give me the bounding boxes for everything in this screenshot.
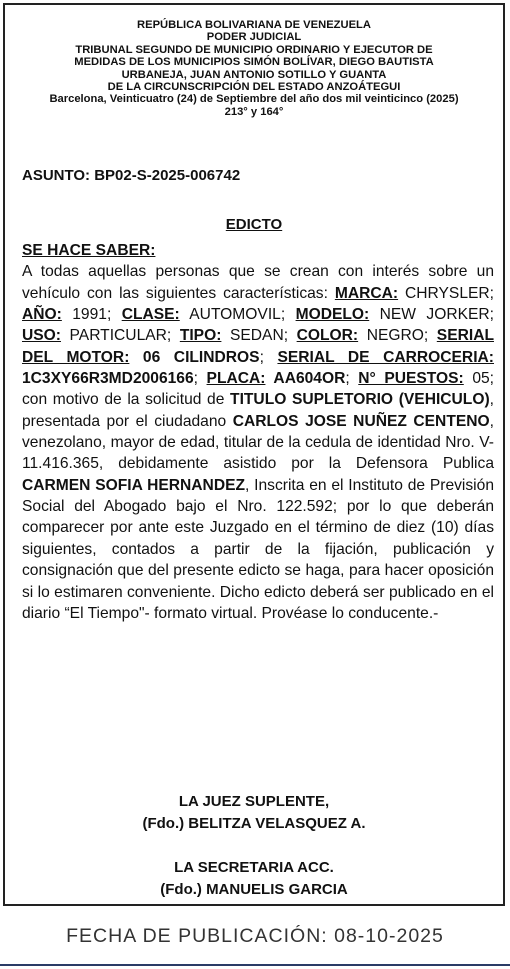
edict-paragraph (22, 261, 494, 624)
placa-value: AA604OR (265, 370, 346, 388)
separator: ; (259, 348, 278, 366)
secretary-signature (5, 857, 503, 901)
solicitud-type: TITULO SUPLETORIO (VEHICULO) (230, 391, 490, 409)
puestos-value: 05; con motivo de la solicitud de (22, 370, 495, 409)
footer-divider (0, 964, 510, 966)
serial-motor-label: SERIAL DEL MOTOR: (22, 327, 494, 366)
serial-motor-value: 06 CILINDROS (129, 348, 260, 366)
intro-text: A todas aquellas personas que se crean con interés sobre un vehículo con las siguientes características: (22, 263, 494, 302)
clase-label: CLASE: (121, 306, 180, 324)
case-subject: ASUNTO: BP02-S-2025-006742 (22, 167, 241, 184)
document-title: EDICTO (225, 216, 283, 233)
modelo-value: NEW JORKER; (369, 306, 494, 324)
secretary-title: LA SECRETARIA ACC. (174, 859, 334, 876)
separator: ; (193, 370, 207, 388)
judge-title: LA JUEZ SUPLENTE, (178, 793, 330, 810)
header-line: Barcelona, Veinticuatro (24) de Septiembre del año dos mil veinticinco (2025) (49, 93, 459, 106)
uso-label: USO: (22, 327, 61, 345)
color-value: NEGRO; (358, 327, 437, 345)
edict-frame (3, 3, 505, 906)
ano-value: 1991; (61, 306, 122, 324)
judge-signature (5, 791, 503, 835)
serial-carroceria-value: 1C3XY66R3MD2006166 (22, 370, 194, 388)
edict-body (22, 240, 494, 624)
court-header (5, 19, 503, 118)
placa-label: PLACA: (206, 370, 266, 388)
header-line: REPÚBLICA BOLIVARIANA DE VENEZUELA (137, 19, 371, 31)
header-line: PODER JUDICIAL (206, 31, 302, 44)
publication-date: FECHA DE PUBLICACIÓN: 08-10-2025 (66, 925, 444, 947)
tipo-value: SEDAN; (221, 327, 297, 345)
header-line: TRIBUNAL SEGUNDO DE MUNICIPIO ORDINARIO Y EJECUTOR DE (75, 43, 433, 56)
serial-carroceria-label: SERIAL DE CARROCERIA: (277, 348, 494, 366)
ano-label: AÑO: (22, 306, 62, 324)
marca-label: MARCA: (334, 284, 399, 302)
notice-lead: SE HACE SABER: (22, 242, 156, 259)
body-text: , venezolano, mayor de edad, titular de la cedula de identidad Nro. V-11.416.365, debidamente asistido por la Defensora Publica (22, 412, 494, 473)
puestos-label: N° PUESTOS: (358, 370, 464, 388)
secretary-name: (Fdo.) MANUELIS GARCIA (160, 881, 348, 898)
clase-value: AUTOMOVIL; (179, 306, 296, 324)
judge-name: (Fdo.) BELITZA VELASQUEZ A. (142, 815, 366, 832)
applicant-name: CARLOS JOSE NUÑEZ CENTENO (232, 412, 490, 430)
body-text: , presentada por el ciudadano (22, 391, 494, 430)
separator: ; (345, 370, 359, 388)
header-line: 213° y 164° (224, 105, 284, 118)
defender-name: CARMEN SOFIA HERNANDEZ (22, 476, 246, 494)
marca-value: CHRYSLER; (398, 284, 494, 302)
header-line: DE LA CIRCUNSCRIPCIÓN DEL ESTADO ANZOÁTEGUI (107, 81, 401, 94)
body-text: , Inscrita en el Instituto de Previsión Social del Abogado bajo el Nro. 122.592; por lo que deberán comparecer por ante este Juzgado en el término de diez (10) días siguientes, contados a partir de la fijación, publicación y consignación que del presente edicto se haga, para hacer oposición si lo estimaren conveniente. Dicho edicto deberá ser publicado en el diario “El Tiempo"- formato virtual. Provéase lo conducente.- (22, 476, 494, 622)
uso-value: PARTICULAR; (60, 327, 180, 345)
color-label: COLOR: (296, 327, 359, 345)
header-line: URBANEJA, JUAN ANTONIO SOTILLO Y GUANTA (121, 68, 387, 81)
modelo-label: MODELO: (295, 306, 370, 324)
tipo-label: TIPO: (179, 327, 222, 345)
header-line: MEDIDAS DE LOS MUNICIPIOS SIMÓN BOLÍVAR, DIEGO BAUTISTA (74, 56, 434, 69)
